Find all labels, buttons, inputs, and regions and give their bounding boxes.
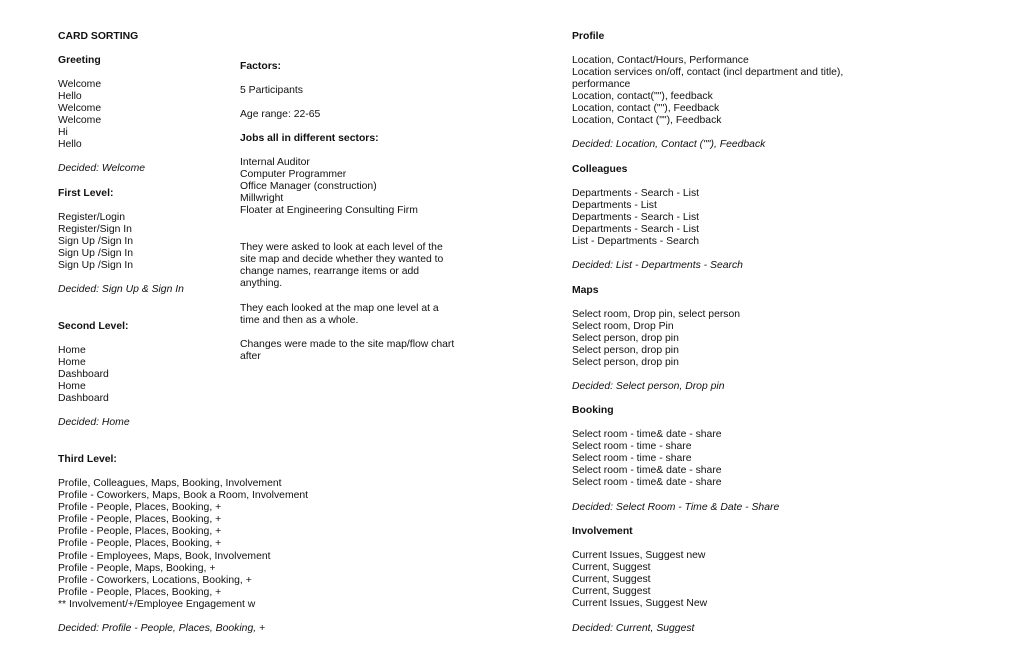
- third-level-list: [58, 478, 308, 611]
- factors-heading: Factors:: [240, 61, 281, 72]
- list-item: Departments - Search - List: [572, 188, 700, 199]
- list-item: Current, Suggest: [572, 574, 651, 586]
- list-item: Profile - Employees, Maps, Book, Involvement: [58, 550, 271, 562]
- list-item: Profile - People, Places, Booking, +: [58, 526, 222, 538]
- maps-list: [572, 309, 740, 369]
- booking-list: [572, 429, 722, 489]
- list-item: Select room - time& date - share: [572, 465, 722, 477]
- list-item: Select room - time - share: [572, 441, 692, 453]
- list-item: Select person, drop pin: [572, 345, 679, 357]
- list-item: Departments - Search - List: [572, 224, 700, 236]
- list-item: Profile - People, Places, Booking, +: [58, 502, 222, 514]
- second-level-decided: Decided: Home: [58, 417, 130, 428]
- method-paragraph-3: Changes were made to the site map/flow chart after: [240, 339, 455, 363]
- list-item: Hi: [58, 127, 68, 139]
- list-item: Welcome: [58, 103, 102, 115]
- list-item: Sign Up /Sign In: [58, 236, 134, 248]
- list-item: Profile - People, Places, Booking, +: [58, 586, 222, 598]
- page-title: CARD SORTING: [58, 31, 139, 42]
- list-item: Current, Suggest: [572, 562, 651, 574]
- first-level-heading: First Level:: [58, 188, 114, 199]
- third-level-decided: Decided: Profile - People, Places, Booking, +: [58, 623, 266, 634]
- list-item: List - Departments - Search: [572, 236, 700, 248]
- list-item: Location, Contact/Hours, Performance: [572, 55, 749, 66]
- list-item: Dashboard: [58, 369, 109, 381]
- list-item: Hello: [58, 139, 82, 151]
- profile-list: [572, 55, 843, 128]
- maps-decided: Decided: Select person, Drop pin: [572, 381, 725, 392]
- greeting-list: [58, 79, 101, 152]
- list-item: Profile - Coworkers, Locations, Booking, +: [58, 574, 252, 586]
- list-item: Hello: [58, 91, 82, 103]
- list-item: Current Issues, Suggest New: [572, 598, 708, 610]
- booking-decided: Decided: Select Room - Time & Date - Share: [572, 502, 780, 513]
- list-item: Register/Login: [58, 212, 126, 223]
- list-item: Current Issues, Suggest new: [572, 550, 706, 561]
- participants-text: 5 Participants: [240, 85, 303, 96]
- list-item: Departments - List: [572, 200, 657, 212]
- third-level-heading: Third Level:: [58, 454, 117, 465]
- colleagues-heading: Colleagues: [572, 164, 628, 175]
- maps-heading: Maps: [572, 285, 599, 296]
- list-item: Sign Up /Sign In: [58, 248, 134, 260]
- list-item: Floater at Engineering Consulting Firm: [240, 205, 418, 217]
- list-item: Location, contact(""), feedback: [572, 91, 713, 103]
- age-range-text: Age range: 22-65: [240, 109, 321, 120]
- list-item: Profile - People, Places, Booking, +: [58, 538, 222, 550]
- list-item: Register/Sign In: [58, 224, 132, 236]
- second-level-list: [58, 345, 109, 405]
- involvement-decided: Decided: Current, Suggest: [572, 623, 695, 634]
- first-level-list: [58, 212, 133, 272]
- colleagues-list: [572, 188, 699, 248]
- profile-heading: Profile: [572, 31, 605, 42]
- list-item: Select room - time - share: [572, 453, 692, 465]
- list-item: Sign Up /Sign In: [58, 260, 134, 272]
- list-item: Select room - time& date - share: [572, 477, 722, 489]
- list-item: Millwright: [240, 193, 284, 205]
- greeting-heading: Greeting: [58, 55, 101, 66]
- list-item: Computer Programmer: [240, 169, 347, 181]
- list-item: Select person, drop pin: [572, 333, 679, 345]
- list-item: Profile - People, Places, Booking, +: [58, 514, 222, 526]
- list-item: Departments - Search - List: [572, 212, 700, 224]
- first-level-decided: Decided: Sign Up & Sign In: [58, 284, 184, 295]
- list-item: Home: [58, 381, 86, 393]
- list-item: performance: [572, 79, 631, 91]
- profile-decided: Decided: Location, Contact (""), Feedback: [572, 139, 766, 150]
- colleagues-decided: Decided: List - Departments - Search: [572, 260, 743, 271]
- list-item: Internal Auditor: [240, 157, 310, 168]
- list-item: Home: [58, 345, 86, 356]
- list-item: Profile, Colleagues, Maps, Booking, Involvement: [58, 478, 282, 489]
- greeting-decided: Decided: Welcome: [58, 163, 146, 174]
- jobs-list: [240, 157, 418, 217]
- list-item: Current, Suggest: [572, 586, 651, 598]
- list-item: ** Involvement/+/Employee Engagement w: [58, 598, 256, 610]
- list-item: Select person, drop pin: [572, 357, 679, 369]
- second-level-heading: Second Level:: [58, 321, 129, 332]
- list-item: Select room, Drop pin, select person: [572, 309, 741, 320]
- jobs-heading: Jobs all in different sectors:: [240, 133, 379, 144]
- list-item: Home: [58, 357, 86, 369]
- list-item: Location, Contact (""), Feedback: [572, 115, 722, 127]
- list-item: Profile - Coworkers, Maps, Book a Room, Involvement: [58, 490, 309, 502]
- involvement-list: [572, 550, 707, 610]
- list-item: Select room - time& date - share: [572, 429, 722, 440]
- list-item: Welcome: [58, 79, 102, 90]
- list-item: Location services on/off, contact (incl department and title),: [572, 67, 844, 79]
- list-item: Profile - People, Maps, Booking, +: [58, 562, 216, 574]
- method-paragraph-1: They were asked to look at each level of the site map and decide whether they wanted to change names, rearrange items or add anything.: [240, 242, 444, 290]
- list-item: Select room, Drop Pin: [572, 321, 674, 333]
- list-item: Office Manager (construction): [240, 181, 377, 193]
- method-paragraph-2: They each looked at the map one level at a time and then as a whole.: [240, 303, 439, 327]
- list-item: Dashboard: [58, 393, 109, 405]
- list-item: Welcome: [58, 115, 102, 127]
- booking-heading: Booking: [572, 405, 614, 416]
- list-item: Location, contact (""), Feedback: [572, 103, 720, 115]
- involvement-heading: Involvement: [572, 526, 633, 537]
